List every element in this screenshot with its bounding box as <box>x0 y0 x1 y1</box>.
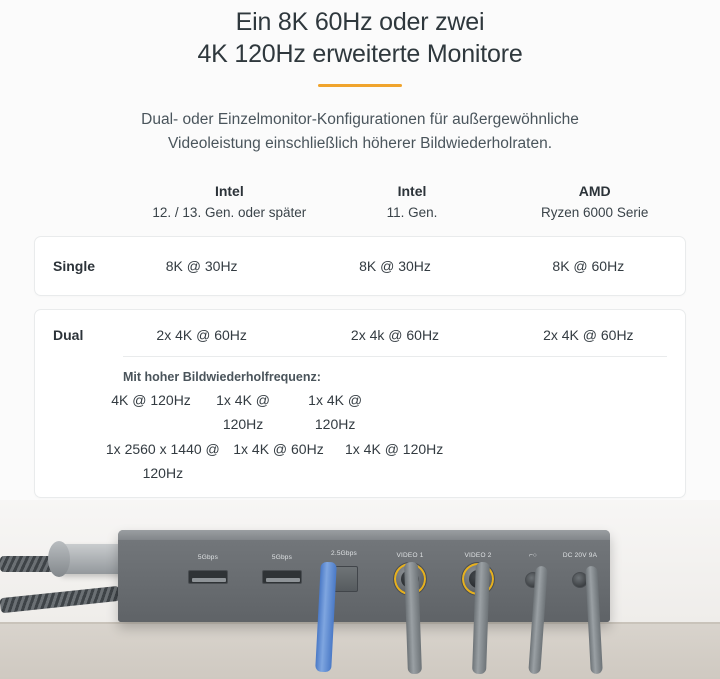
accent-divider <box>318 84 402 87</box>
column-header-intel-12-13 <box>138 181 321 223</box>
table-cell: 2x 4K @ 60Hz <box>543 327 634 343</box>
usb-port-2-label: 5Gbps <box>271 554 293 561</box>
column-brand: Intel <box>397 183 427 200</box>
table-cell: 2x 4k @ 60Hz <box>350 327 440 343</box>
row-divider <box>123 356 667 357</box>
table-cell: 1x 4K @ 120Hz <box>308 392 363 433</box>
photo-desk-edge <box>0 622 720 624</box>
page-subtitle-line-1: Dual- oder Einzelmonitor-Konfigurationen für außergewöhnliche <box>141 111 579 128</box>
table-cell: 4K @ 120Hz <box>111 392 191 409</box>
high-refresh-label: Mit hoher Bildwiederholfrequenz: <box>123 370 321 385</box>
table-cell: 2x 4K @ 60Hz <box>156 327 247 343</box>
table-cell: 8K @ 30Hz <box>359 258 431 274</box>
usb-port-1-label: 5Gbps <box>197 554 219 561</box>
page-title-line-2: 4K 120Hz erweiterte Monitore <box>197 40 523 68</box>
table-cell: 8K @ 30Hz <box>165 258 238 274</box>
page-subtitle-line-2: Videoleistung einschließlich höherer Bildwiederholraten. <box>168 134 552 152</box>
row-label-single: Single <box>53 258 96 275</box>
page-title <box>0 0 720 70</box>
product-photo <box>0 500 720 679</box>
audio-jack-icon: ⌐○ <box>528 552 538 559</box>
dock-top-bevel <box>118 530 610 540</box>
high-refresh-rows <box>35 388 685 484</box>
usb-a-port-1[interactable] <box>188 570 228 584</box>
table-row <box>35 437 685 485</box>
table-cell: 1x 4K @ 60Hz <box>233 440 324 457</box>
row-label-dual: Dual <box>53 327 84 344</box>
column-subtitle: 11. Gen. <box>386 205 438 221</box>
table-row <box>35 310 685 356</box>
page-title-line-1: Ein 8K 60Hz oder zwei <box>235 8 485 36</box>
column-subtitle: Ryzen 6000 Serie <box>541 205 649 221</box>
xlr-connector <box>60 544 126 574</box>
page-subtitle <box>50 108 670 155</box>
table-column-headers <box>0 181 720 223</box>
xlr-collar <box>48 541 70 577</box>
video-2-label: VIDEO 2 <box>464 552 492 559</box>
column-header-amd-ryzen <box>503 181 686 223</box>
dual-monitor-card <box>34 309 686 497</box>
column-subtitle: 12. / 13. Gen. oder später <box>152 205 307 221</box>
table-row <box>35 237 685 295</box>
table-cell: 1x 2560 x 1440 @ 120Hz <box>105 440 220 481</box>
power-port-label: DC 20V 9A <box>562 552 598 559</box>
table-row <box>35 388 685 436</box>
table-cell: 1x 4K @ 120Hz <box>345 440 444 457</box>
column-header-intel-11 <box>321 181 504 223</box>
photo-desk-surface <box>0 622 720 679</box>
single-monitor-card <box>34 236 686 296</box>
ethernet-port-label: 2.5Gbps <box>331 550 357 557</box>
table-cell: 1x 4K @ 120Hz <box>216 392 271 433</box>
usb-a-port-2[interactable] <box>262 570 302 584</box>
row-label-spacer <box>35 437 105 485</box>
row-label-spacer <box>35 388 105 436</box>
column-header-spacer <box>34 181 138 223</box>
column-brand: Intel <box>214 183 244 200</box>
video-1-label: VIDEO 1 <box>396 552 424 559</box>
table-cell: 8K @ 60Hz <box>552 258 625 274</box>
column-brand: AMD <box>578 183 611 200</box>
